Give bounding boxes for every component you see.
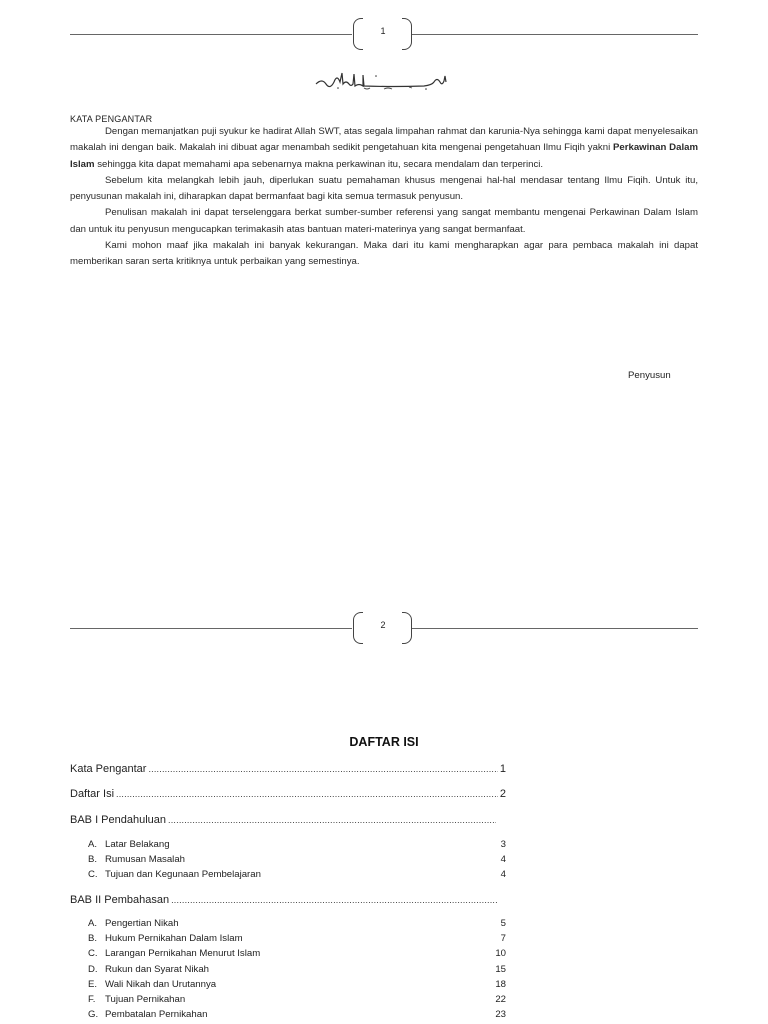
toc-sub-name: Wali Nikah dan Urutannya [105,979,217,990]
toc-entry-kata-pengantar[interactable] [70,763,506,775]
toc-entry-label: Daftar Isi [70,788,115,800]
toc-sub-letter: B. [88,933,98,944]
toc-sub-letter: B. [88,854,98,865]
kata-pengantar-heading: KATA PENGANTAR [70,114,153,124]
left-bracket-icon [353,612,363,644]
daftar-isi-title: DAFTAR ISI [349,735,419,749]
header-rule-right [412,34,698,35]
toc-entry-daftar-isi[interactable] [70,788,506,800]
toc-sub-name: Rumusan Masalah [105,854,185,865]
left-bracket-icon [353,18,363,50]
paragraph-4: Kami mohon maaf jika makalah ini banyak kekurangan. Maka dari itu kami mengharapkan agar para pembaca makalah ini dapat memberikan saran serta kritiknya untuk perbaikan yang semestinya. [70,240,698,268]
toc-sub-name: Larangan Pernikahan Menurut Islam [105,948,261,959]
toc-leader-dots [148,764,497,774]
toc-leader-dots [168,815,496,825]
toc-leader-dots [171,895,498,905]
signature-penyusun: Penyusun [628,370,671,381]
toc-sub-letter: C. [88,948,98,959]
toc-entry-bab-2[interactable] [70,894,498,906]
paragraph-1-text-a: Dengan memanjatkan puji syukur ke hadirat Allah SWT, atas segala limpahan rahmat dan karunia-Nya sehingga kami dapat menyelesaikan makalah ini dengan baik. Makalah ini dibuat agar menambah sedikit pengetahuan kita mengenai pengetahuan Ilmu Fiqih yakni [70,126,699,154]
toc-sub-item[interactable] [88,1009,506,1020]
right-bracket-icon [402,18,412,50]
toc-leader-dots [116,789,498,799]
toc-sub-name: Pengertian Nikah [105,918,179,929]
toc-sub-letter: A. [88,839,98,850]
toc-sub-name: Rukun dan Syarat Nikah [105,964,209,975]
paragraph-1-text-b: sehingga kita dapat memahami apa sebenarnya makna perkawinan itu, secara mendalam dan terperinci. [94,158,544,170]
right-bracket-icon [402,612,412,644]
toc-sub-page: 18 [495,979,506,990]
toc-sub-letter: G. [88,1009,99,1020]
toc-sub-letter: A. [88,918,98,929]
toc-sub-item[interactable] [88,964,506,975]
toc-sub-page: 10 [495,948,506,959]
toc-sub-item[interactable] [88,933,506,944]
toc-sub-name: Tujuan dan Kegunaan Pembelajaran [105,869,261,880]
paragraph-2: Sebelum kita melangkah lebih jauh, diperlukan suatu pemahaman khusus mengenai hal-hal mendasar tentang Ilmu Fiqih. Untuk itu, penyusunan makalah ini, diharapkan dapat bermanfaat bagi kita semua termasuk penyusun. [70,174,698,203]
toc-sub-page: 5 [500,918,506,929]
toc-sub-name: Pembatalan Pernikahan [105,1009,208,1020]
toc-sub-name: Tujuan Pernikahan [105,994,186,1005]
toc-sub-page: 4 [500,854,506,865]
toc-sub-item[interactable] [88,994,506,1005]
toc-sub-item[interactable] [88,839,506,850]
toc-sub-name: Hukum Pernikahan Dalam Islam [105,933,243,944]
toc-sub-letter: C. [88,869,98,880]
toc-sub-page: 3 [500,839,506,850]
toc-sub-page: 7 [500,933,506,944]
toc-sub-item[interactable] [88,979,506,990]
paragraph-1-bold: Perkawinan Dalam Islam [70,142,698,170]
toc-sub-page: 23 [495,1009,506,1020]
toc-sub-letter: D. [88,964,98,975]
header-rule-left [70,628,352,629]
basmalah-calligraphy-icon [314,70,454,92]
page-number: 2 [380,620,386,630]
toc-sub-item[interactable] [88,869,506,880]
toc-entry-label: Kata Pengantar [70,763,147,775]
page-1-header [70,18,698,52]
header-rule-left [70,34,352,35]
toc-sub-name: Latar Belakang [105,839,170,850]
page-number: 1 [380,26,386,36]
toc-entry-label: BAB II Pembahasan [70,894,170,906]
toc-sub-letter: F. [88,994,96,1005]
header-rule-right [412,628,698,629]
toc-sub-item[interactable] [88,918,506,929]
toc-entry-label: BAB I Pendahuluan [70,814,167,826]
page-2-header [70,612,698,646]
toc-sub-page: 4 [500,869,506,880]
toc-sub-letter: E. [88,979,98,990]
paragraph-3: Penulisan makalah ini dapat terselenggara berkat sumber-sumber referensi yang sangat membantu mengenai Perkawinan Dalam Islam dan untuk itu penyusun mengucapkan terimakasih atas bantuan materi-materinya yang sangat bermanfaat. [70,207,698,235]
toc-entry-page: 2 [499,788,506,800]
toc-sub-item[interactable] [88,948,506,959]
toc-sub-page: 22 [495,994,506,1005]
toc-entry-bab-1[interactable] [70,814,496,826]
kata-pengantar-body [70,124,698,271]
toc-sub-item[interactable] [88,854,506,865]
toc-sub-page: 15 [495,964,506,975]
toc-entry-page: 1 [499,763,506,775]
paragraph-1 [70,124,698,173]
